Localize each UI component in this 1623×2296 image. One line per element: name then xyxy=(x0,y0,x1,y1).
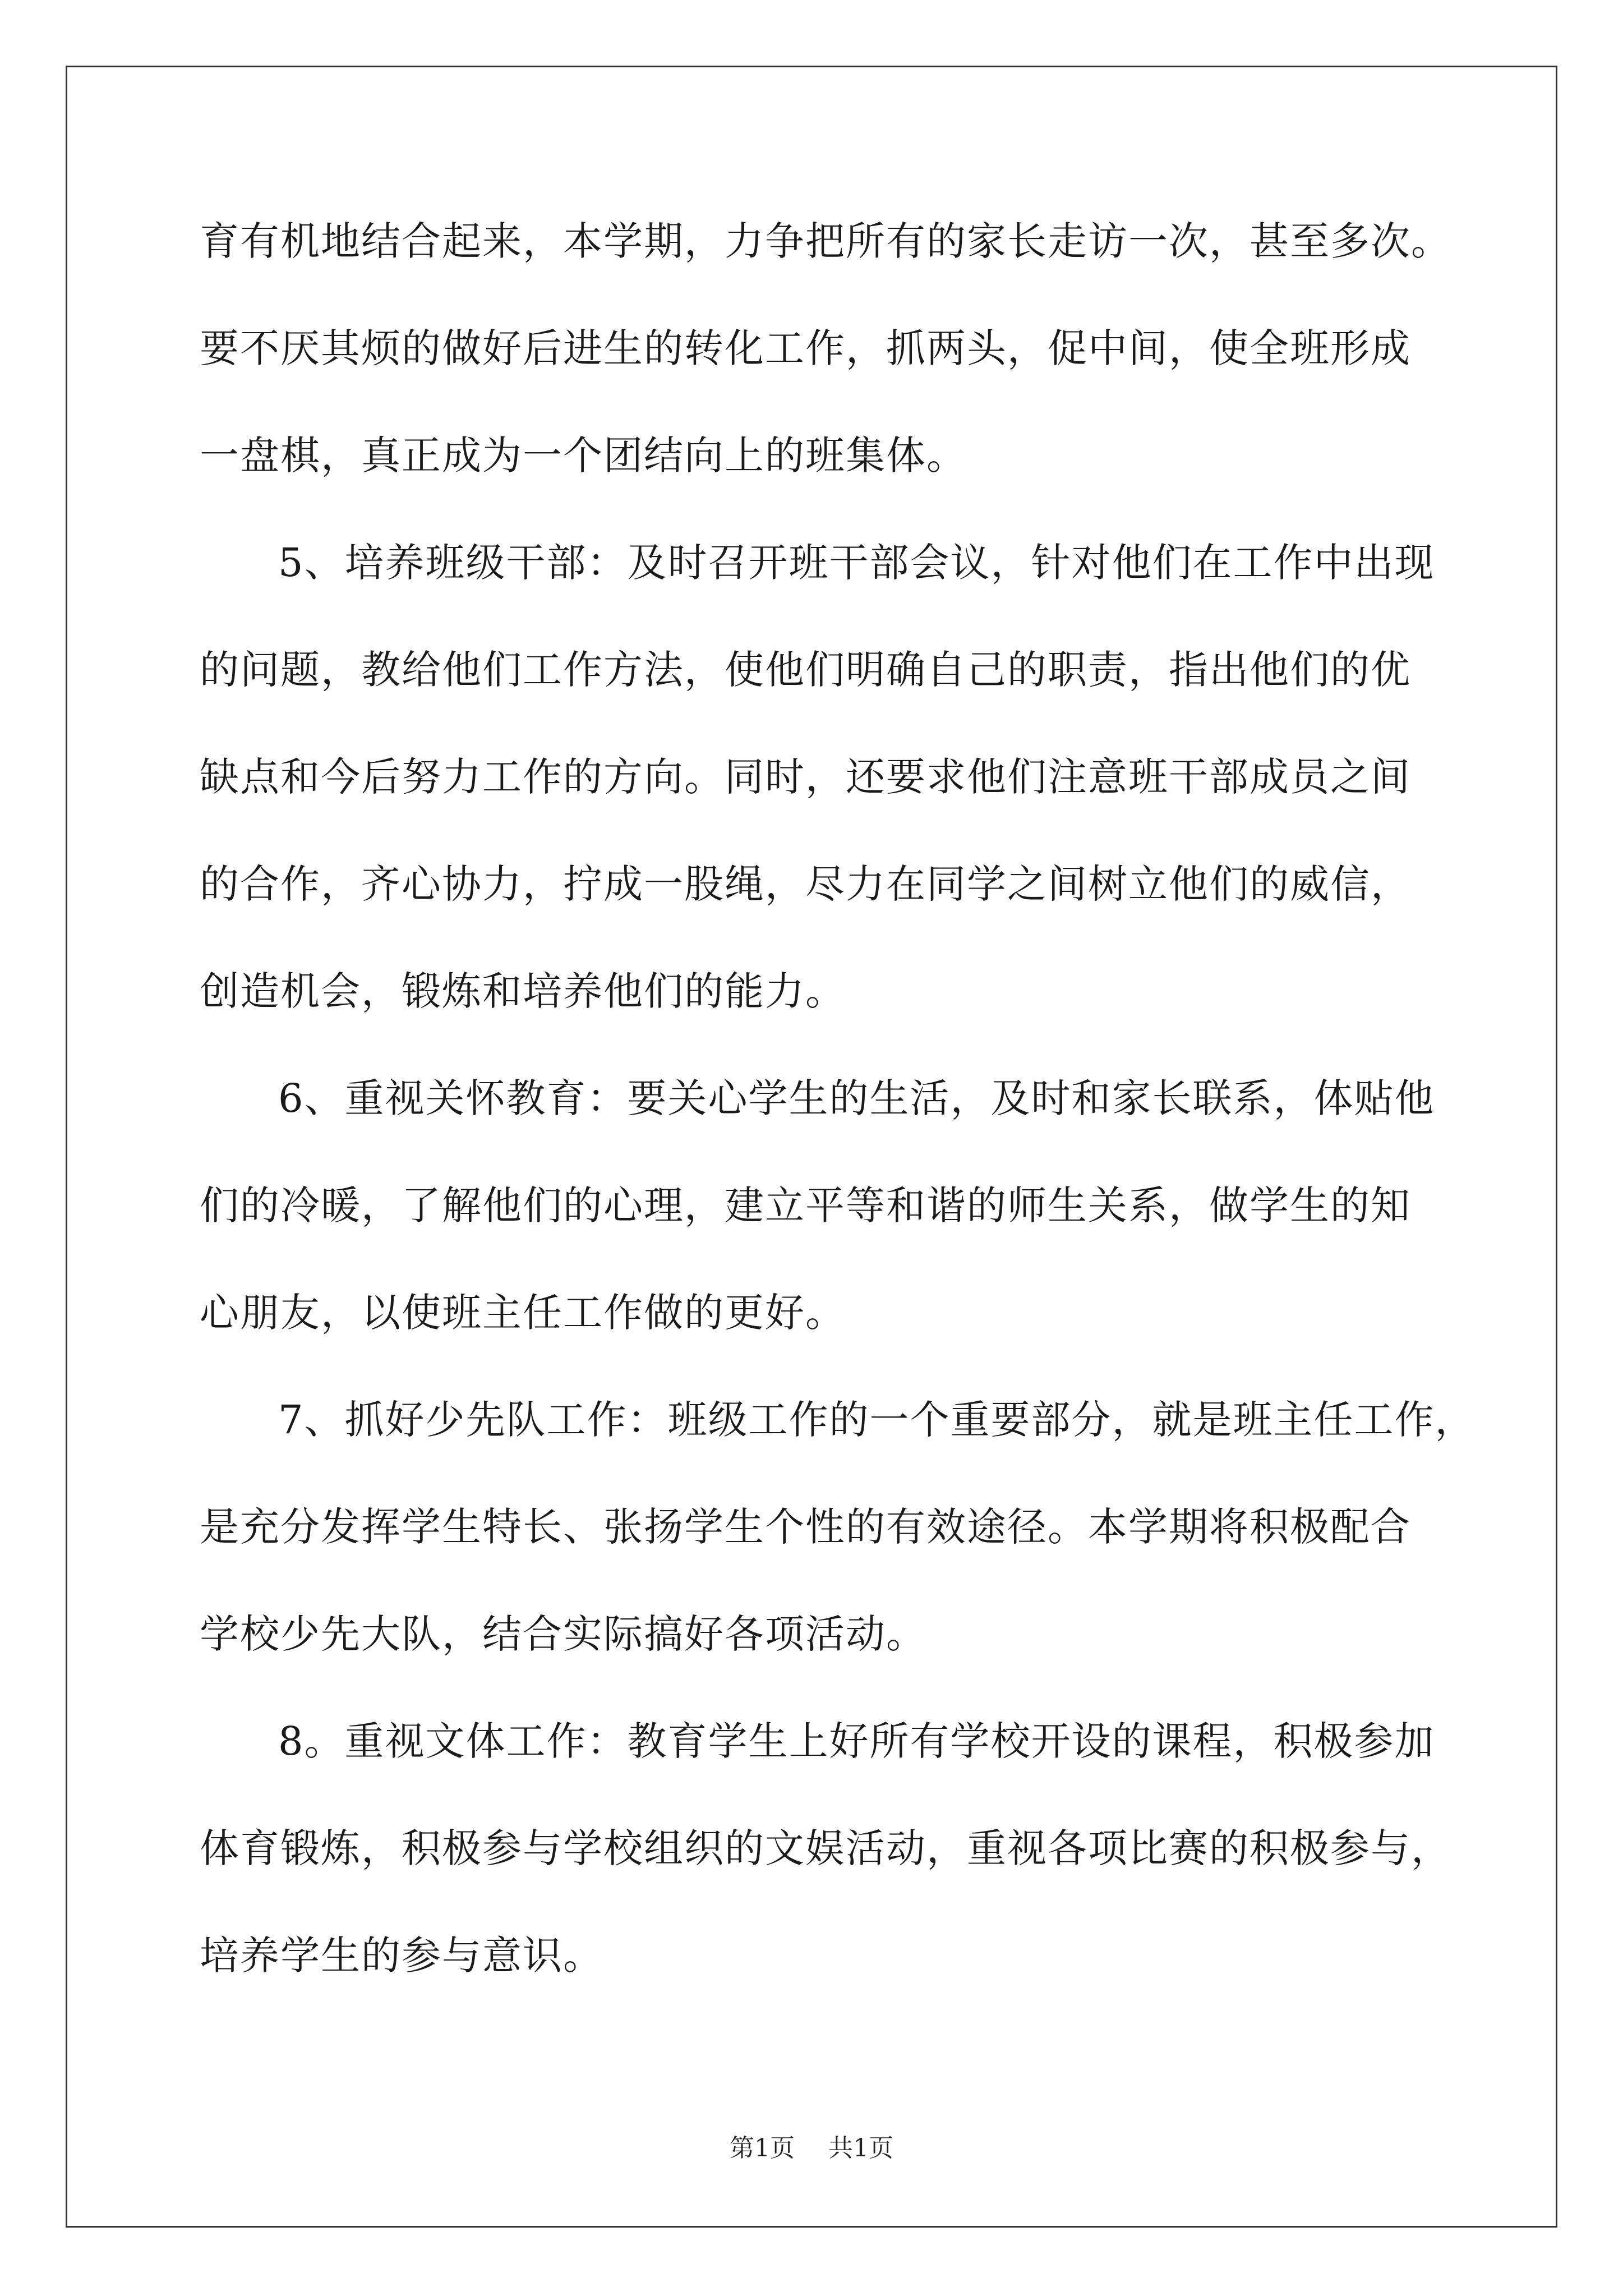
section-8-heading-line: 8。重视文体工作：教育学生上好所有学校开设的课程，积极参加 xyxy=(278,1718,1435,1764)
text-line: 要不厌其烦的做好后进生的转化工作，抓两头，促中间，使全班形成 xyxy=(200,325,1411,371)
page-number-current: 第1页 xyxy=(730,2134,795,2162)
text-line: 学校少先大队，结合实际搞好各项活动。 xyxy=(200,1611,926,1657)
text-line: 的合作，齐心协力，拧成一股绳，尽力在同学之间树立他们的威信， xyxy=(200,861,1411,907)
text-line: 的问题，教给他们工作方法，使他们明确自己的职责，指出他们的优 xyxy=(200,647,1411,693)
text-line: 培养学生的参与意识。 xyxy=(200,1932,603,1978)
text-line: 缺点和今后努力工作的方向。同时，还要求他们注意班干部成员之间 xyxy=(200,754,1411,800)
text-line: 创造机会，锻炼和培养他们的能力。 xyxy=(200,968,846,1014)
text-line: 育有机地结合起来，本学期，力争把所有的家长走访一次，甚至多次。 xyxy=(200,218,1451,264)
page-footer xyxy=(0,2132,1623,2165)
text-line: 体育锻炼，积极参与学校组织的文娱活动，重视各项比赛的积极参与， xyxy=(200,1825,1451,1871)
text-line: 是充分发挥学生特长、张扬学生个性的有效途径。本学期将积极配合 xyxy=(200,1504,1411,1550)
document-body xyxy=(200,210,1476,2032)
text-line: 一盘棋，真正成为一个团结向上的班集体。 xyxy=(200,432,967,478)
section-5-heading-line: 5、培养班级干部：及时召开班干部会议，针对他们在工作中出现 xyxy=(278,540,1435,586)
section-6-heading-line: 6、重视关怀教育：要关心学生的生活，及时和家长联系，体贴他 xyxy=(278,1075,1435,1121)
text-line: 们的冷暖，了解他们的心理，建立平等和谐的师生关系，做学生的知 xyxy=(200,1182,1411,1228)
page-number-total: 共1页 xyxy=(828,2134,893,2162)
section-7-heading-line: 7、抓好少先队工作：班级工作的一个重要部分，就是班主任工作， xyxy=(278,1397,1476,1443)
text-line: 心朋友，以使班主任工作做的更好。 xyxy=(200,1290,846,1336)
